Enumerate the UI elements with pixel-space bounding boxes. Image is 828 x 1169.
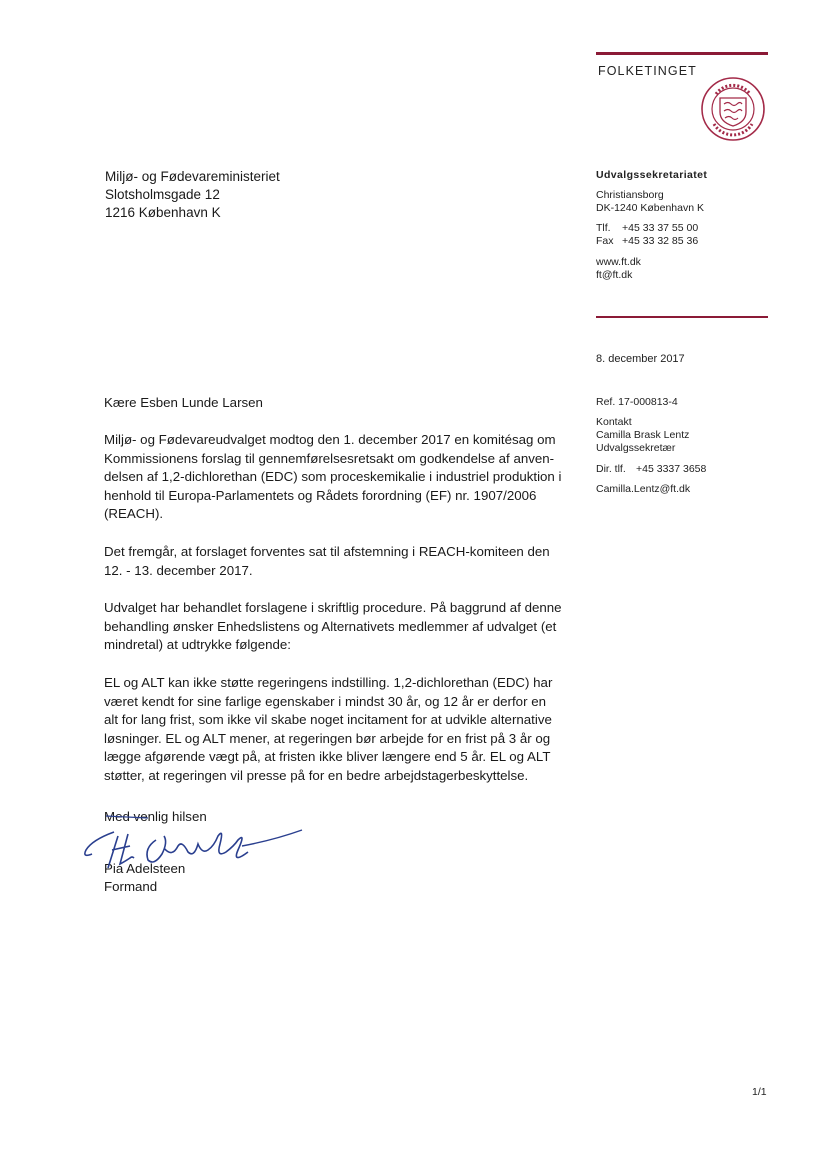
sender-department: Udvalgssekretariatet: [596, 169, 708, 181]
organization-name: FOLKETINGET: [598, 64, 697, 78]
paragraph-line: henhold til Europa-Parlamentets og Rådets forordning (EF) nr. 1907/2006: [104, 487, 537, 503]
paragraph-1: [104, 431, 574, 524]
contact-block: [596, 416, 689, 455]
paragraph-line: lægge afgørende vægt på, at fristen ikke bliver længere end 5 år. EL og ALT: [104, 749, 551, 765]
contact-name: Camilla Brask Lentz: [596, 429, 690, 441]
recipient-line1: Miljø- og Fødevareministeriet: [105, 169, 280, 184]
sender-email-link[interactable]: ft@ft.dk: [596, 269, 633, 281]
sender-phone-fax: [596, 222, 698, 248]
paragraph-line: 12. - 13. december 2017.: [104, 562, 253, 578]
direct-phone-label: Dir. tlf.: [596, 463, 626, 475]
paragraph-line: Kommissionens forslag til gennemførelsesretsakt om godkendelse af anven-: [104, 450, 555, 466]
paragraph-line: løsninger. EL og ALT mener, at regeringen bør arbejde for en frist på 3 år og: [104, 730, 551, 746]
paragraph-line: Miljø- og Fødevareudvalget modtog den 1. december 2017 en komitésag om: [104, 432, 556, 447]
signer-title: Formand: [104, 879, 158, 895]
sender-address-line1: Christiansborg: [596, 189, 664, 201]
recipient-address: [105, 168, 280, 222]
recipient-line3: 1216 København K: [105, 205, 221, 220]
sender-phone-row: [596, 222, 698, 235]
recipient-line2: Slotsholmsgade 12: [105, 187, 220, 202]
fax-value: +45 33 32 85 36: [622, 235, 699, 247]
contact-label: Kontakt: [596, 416, 632, 428]
paragraph-line: støtter, at regeringen vil presse på for en bedre arbejdstagerbeskyttelse.: [104, 767, 529, 783]
sender-address-line2: DK-1240 København K: [596, 202, 704, 214]
contact-title: Udvalgssekretær: [596, 442, 676, 454]
paragraph-line: været kendt for sine farlige egenskaber i mindst 30 år, og 12 år er derfor en: [104, 693, 546, 709]
salutation: Kære Esben Lunde Larsen: [104, 395, 263, 410]
paragraph-3: [104, 599, 574, 655]
paragraph-line: (REACH).: [104, 506, 164, 522]
sender-fax-row: [596, 235, 698, 248]
handwritten-signature: [78, 806, 308, 876]
signer-name: Pia Adelsteen: [104, 860, 186, 876]
sender-website-link[interactable]: www.ft.dk: [596, 256, 641, 268]
paragraph-2: [104, 543, 574, 580]
paragraph-line: mindretal) at udtrykke følgende:: [104, 637, 291, 653]
paragraph-line: delsen af 1,2-dichlorethan (EDC) som proceskemikalie i industriel produktion i: [104, 469, 562, 485]
sidebar-divider-rule: [596, 316, 768, 318]
letterhead-top-rule: [596, 52, 768, 55]
sender-address: [596, 189, 704, 215]
phone-label: Tlf.: [596, 222, 611, 234]
closing-greeting: Med venlig hilsen: [104, 809, 207, 824]
paragraph-line: behandling ønsker Enhedslistens og Alternativets medlemmer af udvalget (et: [104, 618, 557, 634]
direct-phone-row: [596, 463, 706, 476]
paragraph-line: Det fremgår, at forslaget forventes sat til afstemning i REACH-komiteen den: [104, 544, 550, 559]
folketinget-seal-logo: [700, 76, 766, 142]
paragraph-line: Udvalget har behandlet forslagene i skriftlig procedure. På baggrund af denne: [104, 600, 562, 615]
paragraph-4: [104, 674, 574, 786]
letter-date: 8. december 2017: [596, 353, 685, 365]
phone-value: +45 33 37 55 00: [622, 222, 699, 234]
contact-email-link[interactable]: Camilla.Lentz@ft.dk: [596, 483, 691, 495]
page-number: 1/1: [752, 1086, 767, 1098]
fax-label: Fax: [596, 235, 614, 247]
reference-number: Ref. 17-000813-4: [596, 396, 678, 408]
sender-web-email: [596, 256, 641, 282]
paragraph-line: alt for lang frist, som ikke vil skabe noget incitament for at udvikle alternative: [104, 712, 552, 728]
paragraph-line: EL og ALT kan ikke støtte regeringens indstilling. 1,2-dichlorethan (EDC) har: [104, 675, 553, 690]
direct-phone-value: +45 3337 3658: [636, 463, 707, 475]
